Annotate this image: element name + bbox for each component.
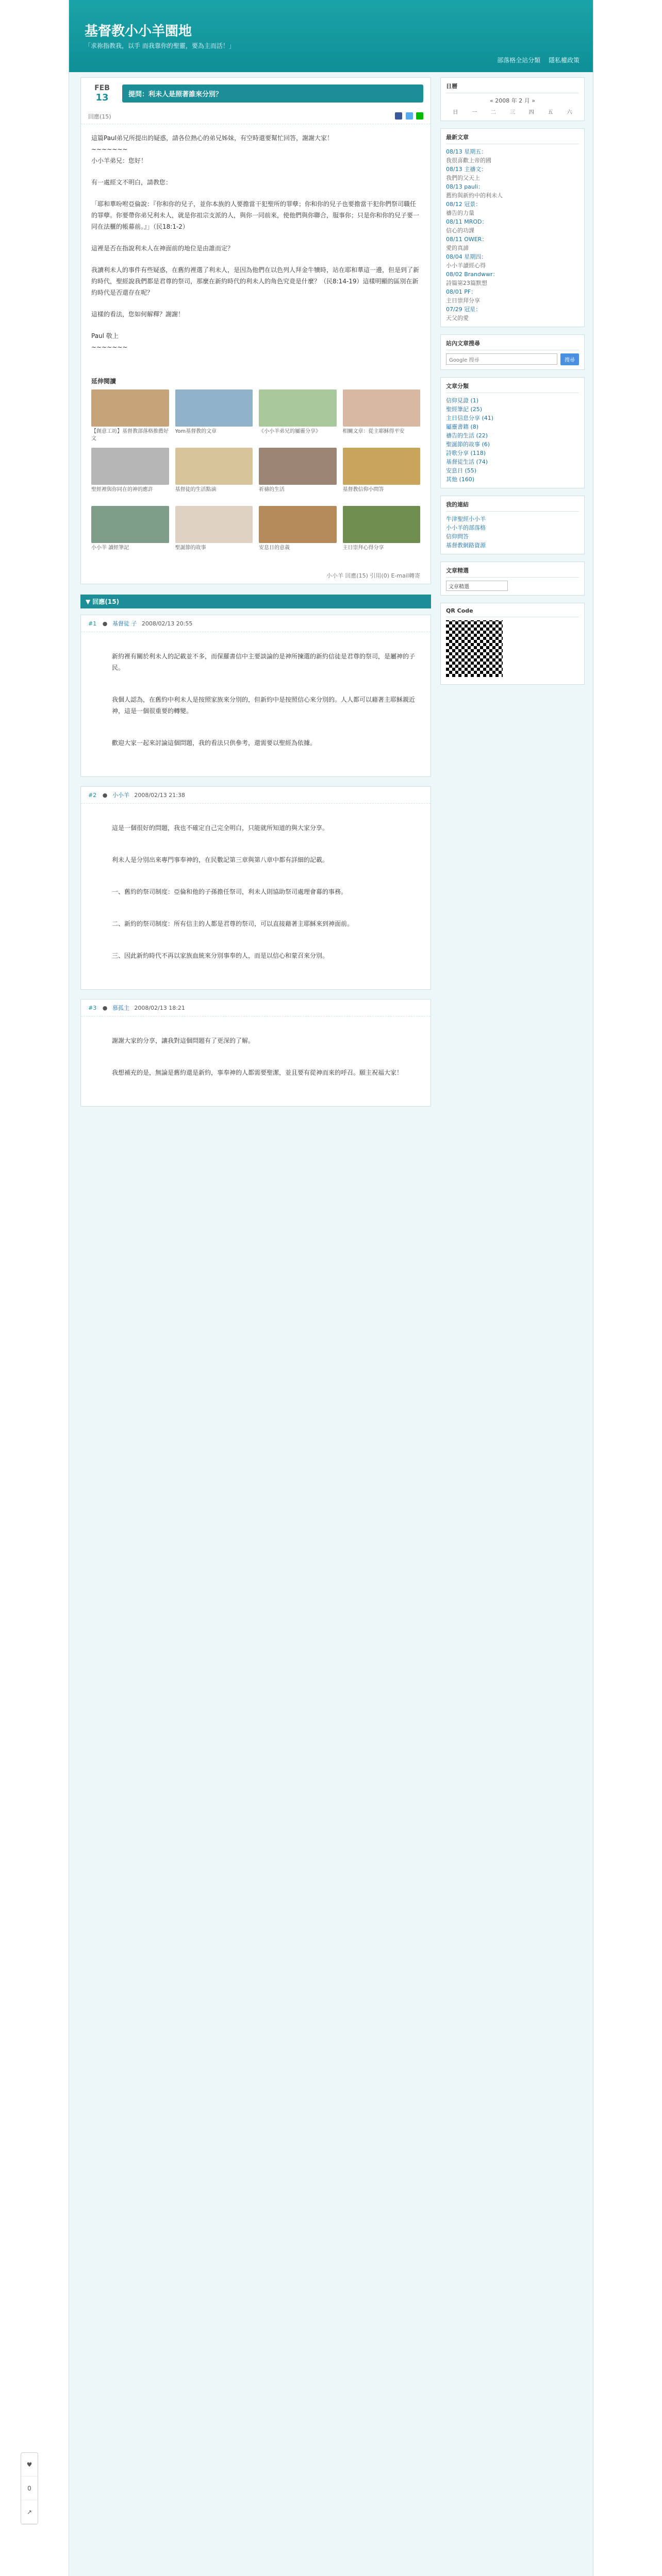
recent-item[interactable]: 我們的父天上	[446, 175, 480, 181]
qr-widget	[440, 603, 585, 685]
related-item[interactable]	[343, 506, 421, 559]
links-widget	[440, 496, 585, 554]
like-icon[interactable]: ♥	[21, 2453, 38, 2477]
link-item[interactable]: 信仰問答	[446, 533, 469, 540]
main-column	[80, 77, 431, 1116]
related-item[interactable]	[91, 448, 169, 501]
site-description: 「求祢指教我，以手 而我靠你的聖靈，要為主而活！」	[85, 42, 235, 49]
post-meta	[81, 109, 431, 124]
comment-header	[81, 999, 431, 1016]
comment-header	[81, 787, 431, 804]
recent-item[interactable]: 08/01 PF：	[446, 289, 477, 295]
related-caption[interactable]: 相關文章：從主耶穌得平安	[342, 429, 405, 434]
related-item[interactable]	[91, 389, 169, 443]
comment-paragraph: 利未人是分別出來專門事奉神的，在民數記第三章與第八章中都有詳細的記載。	[112, 856, 329, 863]
post-paragraph: 我讀利未人的事件有些疑惑，在舊約裡選了利未人，是因為他們在以色列人拜金牛犢時，站在耶和華這一邊，但是到了新約時代，聖經說我們都是君尊的祭司，那麼在新約時代的利未人的角色究竟是什麼？（民8:14-19）這樣明顯的區別在新約時代是否還存在呢？	[91, 266, 420, 296]
related-posts	[81, 371, 431, 567]
thumbnail-image[interactable]	[343, 389, 421, 427]
recent-item[interactable]: 08/13 主禱文：	[446, 166, 487, 173]
comment-number: #1	[88, 620, 97, 627]
related-caption[interactable]: 基督教信仰小問答	[342, 487, 384, 493]
related-caption[interactable]: 小小羊 讀經筆記	[91, 545, 129, 551]
category-item[interactable]: 主日信息分享 (41)	[446, 415, 494, 421]
user-icon: ●	[102, 792, 108, 799]
weekday: 日	[453, 110, 458, 115]
share-icon[interactable]: ↗	[21, 2500, 38, 2524]
facebook-share-icon[interactable]	[395, 112, 402, 120]
related-item[interactable]	[175, 448, 253, 501]
link-item[interactable]: 基督教網路資源	[446, 542, 486, 549]
weekday: 六	[567, 110, 572, 115]
search-widget	[440, 334, 585, 370]
comment-date: 2008/02/13 21:38	[134, 792, 185, 799]
share-icons	[393, 112, 423, 121]
related-caption[interactable]: 基督徒的生活點滴	[175, 487, 217, 493]
recent-item[interactable]: 08/13 星期五：	[446, 148, 487, 155]
thumbnail-image[interactable]	[175, 389, 253, 427]
recent-item[interactable]: 愛的真諦	[446, 245, 469, 251]
related-caption[interactable]: 祈禱的生活	[259, 487, 285, 493]
post-day: 13	[95, 92, 109, 103]
recent-item[interactable]: 07/29 冠星：	[446, 306, 482, 313]
recent-item[interactable]: 08/12 冠景：	[446, 201, 482, 208]
comment-paragraph: 這是一個很好的問題，我也不確定自己完全明白，只能就所知道的與大家分享。	[112, 824, 329, 832]
weekday: 四	[528, 110, 534, 115]
line-share-icon[interactable]	[416, 112, 423, 120]
post	[80, 77, 431, 584]
comment-date: 2008/02/13 18:21	[134, 1005, 185, 1011]
weekday: 二	[491, 110, 496, 115]
recent-item[interactable]: 08/02 Brandwwr：	[446, 271, 499, 278]
related-item[interactable]	[91, 506, 169, 559]
comment	[80, 615, 431, 777]
category-item[interactable]: 安息日 (55)	[446, 467, 477, 474]
article-select[interactable]: 文章精選	[446, 581, 508, 591]
header-links	[491, 56, 580, 64]
comment-author[interactable]: 小小羊	[112, 792, 129, 799]
site-header	[69, 0, 593, 72]
category-list	[446, 396, 579, 484]
search-row	[446, 353, 579, 365]
category-item[interactable]: 禱告的生活 (22)	[446, 432, 488, 439]
comment	[80, 786, 431, 990]
calendar-widget	[440, 77, 585, 121]
post-footer[interactable]: 小小羊 回應(15) 引用(0) E-mail轉寄	[326, 572, 420, 579]
thumbnail-image[interactable]	[259, 506, 337, 543]
post-paragraph: 有一處經文不明白，請教您：	[91, 179, 172, 186]
post-paragraph: 這樣的看法，您如何解釋？謝謝！	[91, 311, 185, 318]
recent-posts-widget	[440, 128, 585, 327]
comment-author[interactable]: 基督徒 子	[112, 620, 137, 627]
thumbnail-image[interactable]	[91, 448, 169, 485]
link-item[interactable]: 小小羊的部落格	[446, 524, 486, 531]
select-title: 文章精選	[446, 566, 579, 578]
post-body	[81, 124, 431, 371]
related-item[interactable]	[175, 506, 253, 559]
comment-paragraph: 謝謝大家的分享，讓我對這個問題有了更深的了解。	[112, 1037, 255, 1044]
comment-paragraph: 歡迎大家一起來討論這個問題，我的看法只供參考，還需要以聖經為依據。	[112, 739, 317, 747]
comment-paragraph: 新約裡有關於利未人的記載並不多，而保羅書信中主要談論的是神所揀選的新約信徒是君尊的祭司，是屬神的子民。	[112, 653, 416, 671]
comment-number: #2	[88, 792, 97, 799]
related-caption[interactable]: 聖誕節的故事	[175, 545, 206, 551]
category-item[interactable]: 聖經筆記 (25)	[446, 406, 483, 413]
recent-item[interactable]: 08/11 OWER：	[446, 236, 488, 243]
post-paragraph: Paul 敬上 ~~~~~~~	[91, 332, 128, 351]
comment-number: #3	[88, 1005, 97, 1011]
twitter-share-icon[interactable]	[406, 112, 413, 120]
recent-item[interactable]: 08/04 星期四：	[446, 253, 487, 260]
comment-date: 2008/02/13 20:55	[141, 620, 193, 627]
related-grid	[91, 389, 420, 559]
recent-item[interactable]: 天父的愛	[446, 315, 469, 321]
header-link-categories[interactable]: 部落格全站分類	[497, 57, 541, 64]
category-item[interactable]: 聖誕節的故事 (6)	[446, 441, 490, 448]
related-title: 延伸閱讀	[91, 378, 117, 385]
comment-paragraph: 我想補充的是，無論是舊約還是新約，事奉神的人都需要聖潔，並且要有從神而來的呼召。願主祝福大家！	[112, 1069, 403, 1076]
related-caption[interactable]: 《小小羊弟兄的屬靈分享》	[259, 429, 321, 434]
related-caption[interactable]: 【創意工坊】基督教部落格推薦好文	[91, 429, 169, 442]
related-item[interactable]	[259, 506, 337, 559]
floating-toolbar	[21, 2452, 38, 2524]
category-item[interactable]: 其他 (160)	[446, 476, 475, 483]
thumbnail-image[interactable]	[91, 506, 169, 543]
recent-title: 最新文章	[446, 133, 579, 144]
weekday: 三	[509, 110, 515, 115]
recent-item[interactable]: 主日崇拜分享	[446, 297, 480, 304]
comment-paragraph: 二、新約的祭司制度：所有信主的人都是君尊的祭司，可以直接藉著主耶穌來到神面前。	[112, 920, 354, 927]
recent-item[interactable]: 信心的功課	[446, 227, 474, 234]
user-icon: ●	[102, 1005, 108, 1011]
post-paragraph: 這裡是否在指說利未人在神面前的地位是由誰而定？	[91, 245, 234, 252]
post-date	[88, 84, 116, 103]
user-icon: ●	[102, 620, 108, 627]
thumbnail-image[interactable]	[175, 506, 253, 543]
related-item[interactable]	[259, 448, 337, 501]
thumbnail-image[interactable]	[259, 448, 337, 485]
related-caption[interactable]: 安息日的意義	[259, 545, 290, 551]
post-month: FEB	[94, 84, 110, 92]
calendar-title: 日曆	[446, 82, 579, 93]
category-item[interactable]: 詩歌分享 (118)	[446, 450, 486, 456]
recent-item[interactable]: 08/11 MROD：	[446, 218, 488, 225]
related-item[interactable]	[343, 448, 421, 501]
header-link-privacy[interactable]: 隱私權政策	[548, 57, 580, 64]
post-paragraph: 「耶和華吩咐亞倫說：『你和你的兒子，並你本族的人要擔當干犯聖所的罪孽；你和你的兒子也要擔當干犯你們祭司職任的罪孽。你要帶你弟兄利未人，就是你祖宗支派的人，與你一同前來，使他們與你聯合，服事你；只是你和你的兒子要一同在法櫃的帳幕前。』」（民18:1-2）	[91, 200, 420, 230]
thumbnail-image[interactable]	[259, 389, 337, 427]
recent-item[interactable]: 詩篇第23篇默想	[446, 280, 487, 286]
like-count: 0	[21, 2477, 38, 2500]
recent-item[interactable]: 小小羊讀經心得	[446, 262, 486, 269]
post-comment-count[interactable]: 回應(15)	[88, 113, 111, 120]
links-list	[446, 515, 579, 550]
comment-body	[81, 1016, 431, 1106]
related-item[interactable]	[175, 389, 253, 443]
weekday: 一	[472, 110, 477, 115]
links-title: 我的連結	[446, 500, 579, 512]
site-title[interactable]: 基督教小小羊園地	[85, 24, 192, 39]
page-frame	[69, 0, 593, 2576]
comment-paragraph: 我個人認為，在舊約中利未人是按照家族來分別的，但新約中是按照信心來分別的。人人都可以藉著主耶穌親近神，這是一個很重要的轉變。	[112, 696, 416, 715]
category-item[interactable]: 基督徒生活 (74)	[446, 459, 488, 465]
qr-title: QR Code	[446, 607, 579, 617]
post-title[interactable]: 提問：利未人是照著誰來分別？	[122, 84, 423, 103]
comment	[80, 999, 431, 1107]
recent-item[interactable]: 舊約與新約中的利未人	[446, 192, 503, 199]
recent-item[interactable]: 我很喜歡上帝的國	[446, 157, 491, 164]
related-caption[interactable]: 聖經裡與你同在的神的應許	[91, 487, 153, 493]
thumbnail-image[interactable]	[91, 389, 169, 427]
sidebar	[440, 77, 585, 692]
thumbnail-image[interactable]	[343, 506, 421, 543]
related-item[interactable]	[259, 389, 337, 443]
search-button[interactable]: 搜尋	[560, 353, 579, 365]
category-item[interactable]: 信仰見證 (1)	[446, 397, 479, 404]
category-title: 文章分類	[446, 382, 579, 393]
comment-author[interactable]: 慕孤主	[112, 1005, 129, 1011]
comment-body	[81, 804, 431, 989]
search-title: 站內文章搜尋	[446, 339, 579, 350]
link-item[interactable]: 牛津聖經小小羊	[446, 516, 486, 522]
recent-item[interactable]: 08/13 pauli：	[446, 183, 484, 190]
weekday: 五	[548, 110, 553, 115]
recent-item[interactable]: 禱告的力量	[446, 210, 474, 216]
post-paragraph: 這篇Paul弟兄所提出的疑惑，請各位熱心的弟兄姊妹，有空時還要幫忙回答，謝謝大家！ ~~~~~~~ 小小羊弟兄：您好！	[91, 134, 333, 164]
recent-list	[446, 147, 579, 323]
category-item[interactable]: 屬靈書籍 (8)	[446, 423, 479, 430]
comment-paragraph: 三、因此新約時代不再以家族血統來分別事奉的人，而是以信心和蒙召來分別。	[112, 952, 329, 959]
related-item[interactable]	[343, 389, 421, 443]
thumbnail-image[interactable]	[175, 448, 253, 485]
comments-header[interactable]: ▼ 回應(15)	[80, 595, 431, 608]
calendar-table	[446, 107, 579, 116]
related-caption[interactable]: 主日崇拜心得分享	[342, 545, 384, 551]
qr-code-image	[446, 620, 503, 677]
thumbnail-image[interactable]	[343, 448, 421, 485]
post-header	[81, 78, 431, 109]
select-widget	[440, 562, 585, 596]
comment-body	[81, 632, 431, 776]
category-widget	[440, 377, 585, 488]
search-input[interactable]: Google 搜尋	[446, 353, 557, 365]
comment-header	[81, 615, 431, 632]
related-caption[interactable]: Yom基督教的文章	[175, 429, 217, 434]
calendar-month[interactable]: « 2008 年 2 月 »	[490, 97, 535, 104]
comment-paragraph: 一、舊約的祭司制度：亞倫和他的子孫擔任祭司，利未人則協助祭司處理會幕的事務。	[112, 888, 347, 895]
